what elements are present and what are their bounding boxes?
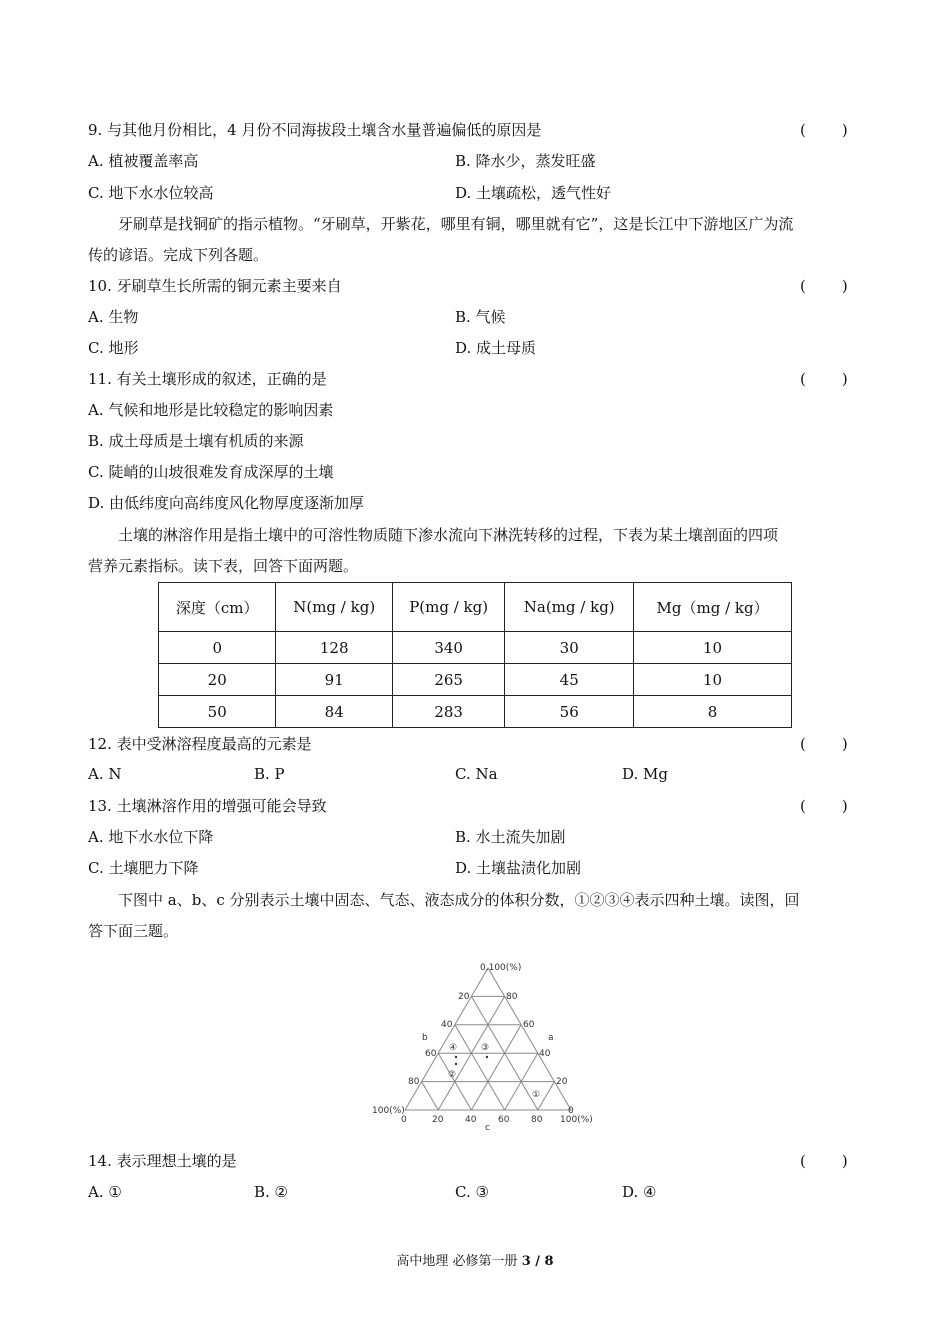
q13-option-d: D. 土壤盐渍化加剧 — [455, 859, 582, 877]
bottom-tick: 80 — [531, 1115, 543, 1125]
left-tick: 60 — [425, 1049, 437, 1059]
bottom-tick: 40 — [465, 1115, 477, 1125]
q12-option-c: C. Na — [455, 765, 498, 783]
q14-option-d: D. ④ — [622, 1183, 657, 1201]
q9-option-d: D. 土壤疏松，透气性好 — [455, 184, 612, 202]
bottom-right-label: 0 — [568, 1106, 574, 1116]
q9-stem: 9. 与其他月份相比，4 月份不同海拔段土壤含水量普遍偏低的原因是 — [88, 121, 542, 139]
soil-3-label: ③ — [481, 1043, 490, 1053]
soil-ternary-diagram — [368, 958, 598, 1138]
table-cell: 128 — [276, 632, 393, 664]
left-tick: 20 — [458, 992, 470, 1002]
q10-option-b: B. 气候 — [455, 308, 506, 326]
bottom-tick: 20 — [432, 1115, 444, 1125]
table-header-cell: P(mg / kg) — [392, 583, 504, 632]
table-header-cell: Na(mg / kg) — [505, 583, 634, 632]
q12-stem: 12. 表中受淋溶程度最高的元素是 — [88, 735, 312, 753]
table-header-row — [159, 583, 792, 632]
table-cell: 91 — [276, 664, 393, 696]
q12-answer-paren: ( ) — [800, 735, 850, 753]
table-header-cell: N(mg / kg) — [276, 583, 393, 632]
table-cell: 45 — [505, 664, 634, 696]
table-header-cell: 深度（cm） — [159, 583, 276, 632]
q13-option-a: A. 地下水水位下降 — [88, 828, 214, 846]
table-cell: 265 — [392, 664, 504, 696]
q14-option-b: B. ② — [254, 1183, 289, 1201]
nutrient-table — [158, 582, 792, 728]
bottom-left-label: 100(%) — [372, 1106, 405, 1116]
axis-b-label: b — [422, 1033, 428, 1043]
triangle-grid — [405, 968, 571, 1110]
soil-2-point — [455, 1063, 457, 1065]
table-cell: 0 — [159, 632, 276, 664]
q11-answer-paren: ( ) — [800, 370, 850, 388]
table-cell: 84 — [276, 696, 393, 728]
soil-4-point — [455, 1056, 457, 1058]
table-row — [159, 632, 792, 664]
right-tick: 40 — [539, 1049, 551, 1059]
q10-option-a: A. 生物 — [88, 308, 139, 326]
q12-option-d: D. Mg — [622, 765, 668, 783]
axis-a-label: a — [548, 1033, 554, 1043]
table-header-cell: Mg（mg / kg） — [634, 583, 792, 632]
soil-1-label: ① — [532, 1090, 541, 1100]
axis-c-label: c — [485, 1123, 490, 1133]
q12-option-a: A. N — [88, 765, 122, 783]
bottom-tick: 0 — [401, 1115, 407, 1125]
q14-stem: 14. 表示理想土壤的是 — [88, 1152, 237, 1170]
soil-3-point — [486, 1056, 488, 1058]
q14-answer-paren: ( ) — [800, 1152, 850, 1170]
q14-option-a: A. ① — [88, 1183, 122, 1201]
apex-label: 0,100(%) — [480, 963, 522, 973]
right-tick: 20 — [556, 1077, 568, 1087]
q9-option-b: B. 降水少，蒸发旺盛 — [455, 152, 596, 170]
table-cell: 10 — [634, 664, 792, 696]
q10-option-d: D. 成土母质 — [455, 339, 537, 357]
left-tick: 40 — [441, 1020, 453, 1030]
q14-option-c: C. ③ — [455, 1183, 489, 1201]
table-cell: 283 — [392, 696, 504, 728]
soil-2-label: ② — [448, 1070, 457, 1080]
intro12-line2: 营养元素指标。读下表，回答下面两题。 — [88, 557, 359, 575]
q10-answer-paren: ( ) — [800, 277, 850, 295]
right-tick: 80 — [506, 992, 518, 1002]
q11-option-d: D. 由低纬度向高纬度风化物厚度逐渐加厚 — [88, 494, 365, 512]
q10-stem: 10. 牙刷草生长所需的铜元素主要来自 — [88, 277, 342, 295]
q11-option-c: C. 陡峭的山坡很难发育成深厚的土壤 — [88, 463, 334, 481]
bottom-tick: 60 — [498, 1115, 510, 1125]
q13-stem: 13. 土壤淋溶作用的增强可能会导致 — [88, 797, 327, 815]
footer-text: 高中地理 必修第一册 — [396, 1254, 522, 1269]
table-cell: 20 — [159, 664, 276, 696]
q11-option-a: A. 气候和地形是比较稳定的影响因素 — [88, 401, 334, 419]
intro14-line2: 答下面三题。 — [88, 922, 179, 940]
q9-option-a: A. 植被覆盖率高 — [88, 152, 199, 170]
intro10-line1: 牙刷草是找铜矿的指示植物。“牙刷草，开紫花，哪里有铜，哪里就有它”，这是长江中下游地区广为流 — [118, 215, 794, 233]
table-row — [159, 696, 792, 728]
q9-option-c: C. 地下水水位较高 — [88, 184, 214, 202]
table-row — [159, 664, 792, 696]
q13-option-b: B. 水土流失加剧 — [455, 828, 566, 846]
q10-option-c: C. 地形 — [88, 339, 139, 357]
q13-answer-paren: ( ) — [800, 797, 850, 815]
left-tick: 80 — [408, 1077, 420, 1087]
table-cell: 30 — [505, 632, 634, 664]
q12-option-b: B. P — [254, 765, 285, 783]
table-cell: 8 — [634, 696, 792, 728]
intro14-line1: 下图中 a、b、c 分别表示土壤中固态、气态、液态成分的体积分数，①②③④表示四种土壤。读图，回 — [118, 891, 800, 909]
q9-answer-paren: ( ) — [800, 121, 850, 139]
q11-option-b: B. 成土母质是土壤有机质的来源 — [88, 432, 304, 450]
q11-stem: 11. 有关土壤形成的叙述，正确的是 — [88, 370, 327, 388]
table-cell: 340 — [392, 632, 504, 664]
soil-4-label: ④ — [449, 1043, 458, 1053]
intro10-line2: 传的谚语。完成下列各题。 — [88, 246, 269, 264]
bottom-right-pct: 100(%) — [560, 1115, 593, 1125]
page-number: 3 / 8 — [521, 1254, 554, 1269]
intro12-line1: 土壤的淋溶作用是指土壤中的可溶性物质随下渗水流向下淋洗转移的过程，下表为某土壤剖面的四项 — [118, 526, 779, 544]
table-cell: 10 — [634, 632, 792, 664]
table-cell: 50 — [159, 696, 276, 728]
q13-option-c: C. 土壤肥力下降 — [88, 859, 199, 877]
right-tick: 60 — [523, 1020, 535, 1030]
page-footer — [0, 1250, 950, 1269]
table-cell: 56 — [505, 696, 634, 728]
